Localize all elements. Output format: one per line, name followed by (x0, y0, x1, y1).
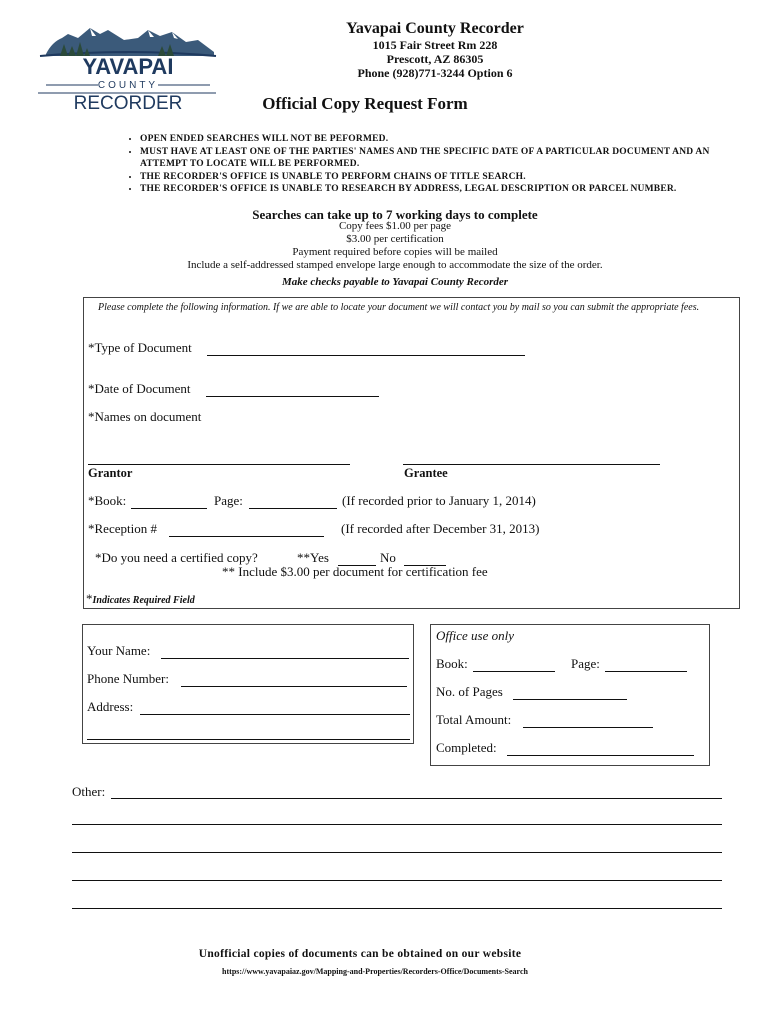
logo-word-recorder: RECORDER (73, 93, 183, 114)
fee-line: Payment required before copies will be mailed (292, 246, 498, 258)
required-field-note (86, 591, 195, 607)
address-field-line2[interactable] (87, 725, 410, 740)
grantee-label: Grantee (404, 466, 448, 480)
book-field[interactable] (131, 494, 207, 509)
completed-field[interactable] (507, 741, 694, 756)
your-name-label: Your Name: (87, 643, 151, 658)
office-page-label: Page: (571, 656, 600, 671)
fee-line: Include a self-addressed stamped envelope large enough to accommodate the size of the order. (187, 259, 603, 271)
your-name-field[interactable] (161, 644, 409, 659)
grantee-field[interactable] (403, 448, 660, 465)
office-book-field[interactable] (473, 657, 555, 672)
names-on-document-label: *Names on document (88, 409, 202, 424)
no-of-pages-field[interactable] (513, 685, 627, 700)
form-instructions: Please complete the following information. If we are able to locate your document we will contact you by mail so you can submit the appropriate fees. (98, 302, 700, 313)
footer-note: Unofficial copies of documents can be obtained on our website (198, 948, 522, 960)
office-address-line1: 1015 Fair Street Rm 228 (372, 38, 498, 52)
rule-item: • THE RECORDER'S OFFICE IS UNABLE TO RESEARCH BY ADDRESS, LEGAL DESCRIPTION OR PARCEL NUMBER. (140, 183, 710, 196)
other-field-line4[interactable] (72, 866, 722, 881)
fee-line: Copy fees $1.00 per page (338, 220, 452, 232)
contact-info-box (82, 624, 414, 744)
reception-note: (If recorded after December 31, 2013) (341, 521, 540, 536)
logo-word-county: COUNTY (97, 80, 159, 91)
rules-list (110, 133, 710, 196)
office-address-line2: Prescott, AZ 86305 (386, 52, 484, 66)
certified-no-label: No (380, 550, 396, 565)
other-label: Other: (72, 784, 106, 799)
office-use-title: Office use only (436, 628, 514, 643)
fees-block (100, 220, 690, 272)
other-field-line5[interactable] (72, 894, 722, 909)
grantor-label: Grantor (88, 466, 133, 480)
type-of-document-field[interactable] (207, 341, 525, 356)
searches-note: Searches can take up to 7 working days to complete (252, 207, 538, 222)
office-name: Yavapai County Recorder (346, 20, 524, 37)
book-label: *Book: (88, 493, 127, 508)
certification-fee-note: ** Include $3.00 per document for certification fee (222, 564, 488, 579)
rule-item: • OPEN ENDED SEARCHES WILL NOT BE PEFORMED. (140, 133, 710, 146)
total-amount-field[interactable] (523, 713, 653, 728)
page-field[interactable] (249, 494, 337, 509)
phone-number-field[interactable] (181, 672, 407, 687)
fee-line: $3.00 per certification (346, 233, 444, 245)
other-field-line2[interactable] (72, 810, 722, 825)
yavapai-county-recorder-logo (38, 22, 218, 114)
address-label: Address: (87, 699, 134, 714)
mountain-logo-graphic (38, 22, 218, 114)
office-use-box (430, 624, 710, 766)
logo-word-yavapai: YAVAPAI (82, 54, 174, 79)
book-page-note: (If recorded prior to January 1, 2014) (342, 493, 536, 508)
reception-label: *Reception # (88, 521, 157, 536)
rule-item: • MUST HAVE AT LEAST ONE OF THE PARTIES' NAMES AND THE SPECIFIC DATE OF A PARTICULAR DOCUMENT AND AN ATTEMPT TO LOCATE WILL BE PERFORMED. (140, 146, 710, 171)
make-checks-note: Make checks payable to Yavapai County Recorder (281, 276, 509, 288)
completed-label: Completed: (436, 740, 497, 755)
other-field-line3[interactable] (72, 838, 722, 853)
rule-item: • THE RECORDER'S OFFICE IS UNABLE TO PERFORM CHAINS OF TITLE SEARCH. (140, 171, 710, 184)
address-field[interactable] (140, 700, 410, 715)
certified-yes-label: **Yes (297, 550, 329, 565)
date-of-document-field[interactable] (206, 382, 379, 397)
phone-number-label: Phone Number: (87, 671, 169, 686)
other-field-line1[interactable] (111, 784, 722, 799)
page-label: Page: (214, 493, 243, 508)
required-note-text: Indicates Required Field (92, 595, 195, 606)
office-page-field[interactable] (605, 657, 687, 672)
document-info-box (83, 297, 740, 609)
date-of-document-label: *Date of Document (88, 381, 191, 396)
header (300, 20, 570, 80)
form-title: Official Copy Request Form (262, 94, 468, 113)
office-phone: Phone (928)771-3244 Option 6 (357, 66, 513, 80)
footer-website-link[interactable]: https://www.yavapaiaz.gov/Mapping-and-Properties/Recorders-Office/Documents-Search (222, 967, 528, 976)
required-star: * (86, 591, 93, 606)
no-of-pages-label: No. of Pages (436, 684, 503, 699)
certified-copy-question: *Do you need a certified copy? (95, 550, 258, 565)
reception-field[interactable] (169, 522, 324, 537)
total-amount-label: Total Amount: (436, 712, 512, 727)
grantor-field[interactable] (88, 448, 350, 465)
type-of-document-label: *Type of Document (88, 340, 192, 355)
office-book-label: Book: (436, 656, 468, 671)
